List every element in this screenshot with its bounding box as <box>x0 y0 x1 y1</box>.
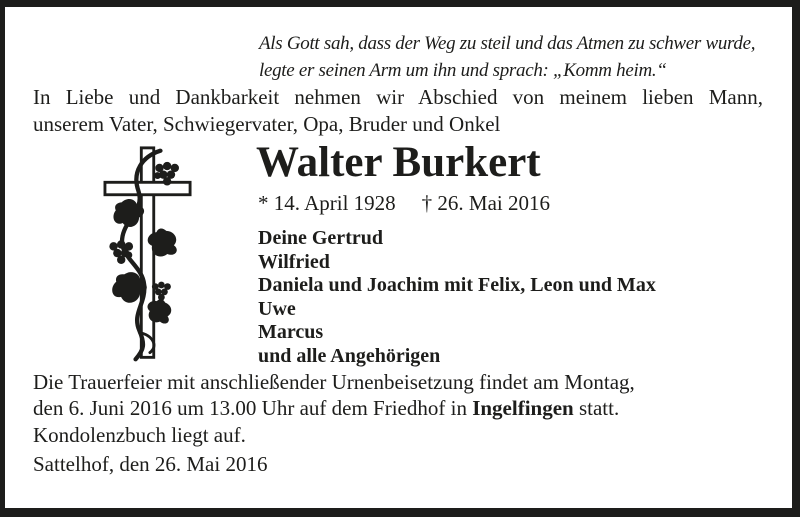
frame-top-border <box>0 0 800 7</box>
funeral-line2-pre: den 6. Juni 2016 um 13.00 Uhr auf dem Friedhof in <box>33 396 473 420</box>
condolence-note: Kondolenzbuch liegt auf. <box>33 423 246 447</box>
intro-line2: unserem Vater, Schwiegervater, Opa, Bruder und Onkel <box>33 112 501 136</box>
intro-paragraph <box>33 84 763 138</box>
cross-with-grapevine-icon <box>98 145 198 365</box>
mourners-list <box>258 227 656 368</box>
life-dates <box>258 191 550 216</box>
funeral-place: Ingelfingen <box>472 396 574 420</box>
funeral-info <box>33 369 635 421</box>
mourner-line: Wilfried <box>258 250 330 273</box>
memorial-quote-line2: legte er seinen Arm um ihn und sprach: „Komm heim.“ <box>259 60 667 81</box>
mourner-line: und alle Angehörigen <box>258 344 441 367</box>
cross-vertical-beam <box>141 148 153 357</box>
frame-left-border <box>0 0 5 517</box>
memorial-quote <box>259 30 755 84</box>
funeral-line2-post: statt. <box>573 396 620 420</box>
mourner-line: Daniela und Joachim mit Felix, Leon und Max <box>258 274 656 296</box>
funeral-line2 <box>33 395 635 421</box>
funeral-line1: Die Trauerfeier mit anschließender Urnenbeisetzung findet am Montag, <box>33 370 635 394</box>
death-date: † 26. Mai 2016 <box>421 191 550 215</box>
mourner-line: Marcus <box>258 321 324 343</box>
birth-date: * 14. April 1928 <box>258 191 396 215</box>
place-dateline: Sattelhof, den 26. Mai 2016 <box>33 452 268 476</box>
memorial-quote-line1: Als Gott sah, dass der Weg zu steil und das Atmen zu schwer wurde, <box>259 33 756 54</box>
mourner-line: Uwe <box>258 297 296 320</box>
frame-right-border <box>792 0 800 517</box>
mourner-line: Deine Gertrud <box>258 227 383 249</box>
deceased-name: Walter Burkert <box>256 139 541 186</box>
cross-horizontal-beam <box>105 182 190 194</box>
intro-line1: In Liebe und Dankbarkeit nehmen wir Abschied von meinem lieben Mann, <box>33 85 763 109</box>
frame-bottom-border <box>0 508 800 517</box>
